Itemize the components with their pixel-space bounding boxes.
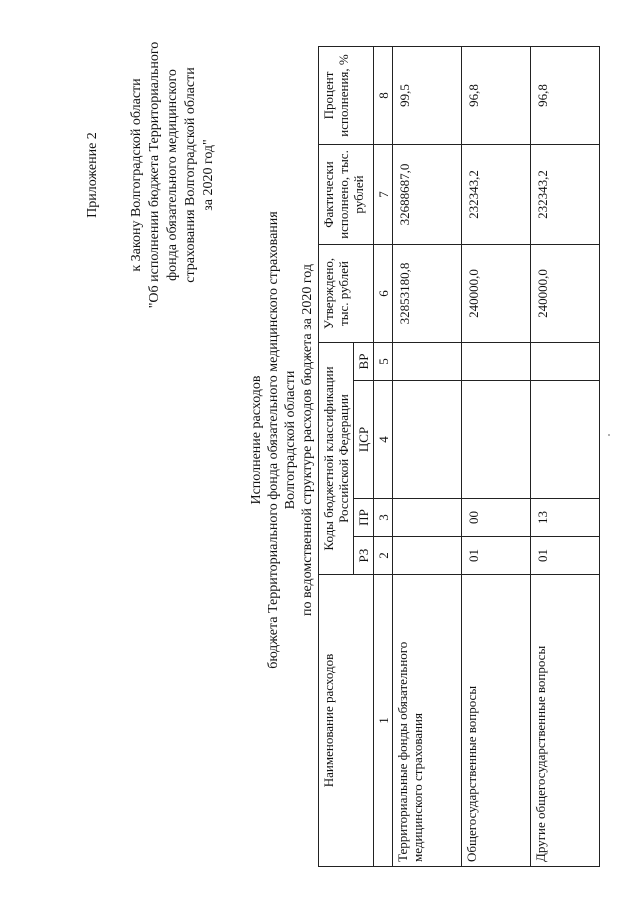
appendix-block [84, 25, 218, 325]
expenditure-table [318, 46, 600, 867]
column-header-actual: Фактически исполнено, тыс. рублей [319, 144, 374, 244]
appendix-line: "Об исполнении бюджета Территориального [147, 41, 162, 309]
heading-subtitle: бюджета Территориального фонда обязательного медицинского страхования Волгоградской области [266, 211, 298, 669]
row-csr [462, 381, 531, 499]
row-actual: 232343,2 [531, 144, 600, 244]
row-percent: 99,5 [393, 46, 462, 144]
row-rz: 01 [462, 537, 531, 575]
column-number: 6 [374, 244, 393, 342]
appendix-line: к Закону Волгоградской области [129, 78, 144, 272]
column-number: 3 [374, 499, 393, 537]
heading-subtitle-2: по ведомственной структуре расходов бюджета за 2020 год [300, 264, 315, 616]
column-number: 8 [374, 46, 393, 144]
header-row [319, 46, 354, 866]
row-approved: 240000,0 [462, 244, 531, 342]
row-rz: 01 [531, 537, 600, 575]
column-header-pr: ПР [354, 499, 374, 537]
column-number: 7 [374, 144, 393, 244]
row-approved: 32853180,8 [393, 244, 462, 342]
column-header-rz: РЗ [354, 537, 374, 575]
row-actual: 32688687,0 [393, 144, 462, 244]
row-csr [531, 381, 600, 499]
column-number: 1 [374, 575, 393, 867]
row-name: Другие общегосударственные вопросы [531, 575, 600, 867]
appendix-line: страхования Волгоградской области [183, 67, 198, 283]
row-vr [531, 342, 600, 380]
appendix-line: за 2020 год" [201, 139, 216, 211]
appendix-line: фонда обязательного медицинского [165, 69, 180, 281]
column-header-codes: Коды бюджетной классификации Российской Федерации [319, 342, 354, 574]
row-pr [393, 499, 462, 537]
row-vr [393, 342, 462, 380]
row-approved: 240000,0 [531, 244, 600, 342]
document-heading [248, 175, 316, 705]
column-number: 5 [374, 342, 393, 380]
column-number-row [374, 46, 393, 866]
column-header-vr: ВР [354, 342, 374, 380]
row-rz [393, 537, 462, 575]
table-row [462, 46, 531, 866]
row-name: Территориальные фонды обязательного медицинского страхования [393, 575, 462, 867]
row-vr [462, 342, 531, 380]
scan-speck [608, 434, 610, 436]
row-percent: 96,8 [462, 46, 531, 144]
row-csr [393, 381, 462, 499]
row-actual: 232343,2 [462, 144, 531, 244]
column-number: 2 [374, 537, 393, 575]
row-percent: 96,8 [531, 46, 600, 144]
table-row [393, 46, 462, 866]
column-header-csr: ЦСР [354, 381, 374, 499]
table-row [531, 46, 600, 866]
row-pr: 13 [531, 499, 600, 537]
column-header-percent: Процент исполнения, % [319, 46, 374, 144]
appendix-title: Приложение 2 [85, 132, 100, 218]
column-header-approved: Утверждено, тыс. рублей [319, 244, 374, 342]
row-name: Общегосударственные вопросы [462, 575, 531, 867]
column-header-name: Наименование расходов [319, 575, 374, 867]
row-pr: 00 [462, 499, 531, 537]
column-number: 4 [374, 381, 393, 499]
heading-title: Исполнение расходов [249, 375, 264, 505]
